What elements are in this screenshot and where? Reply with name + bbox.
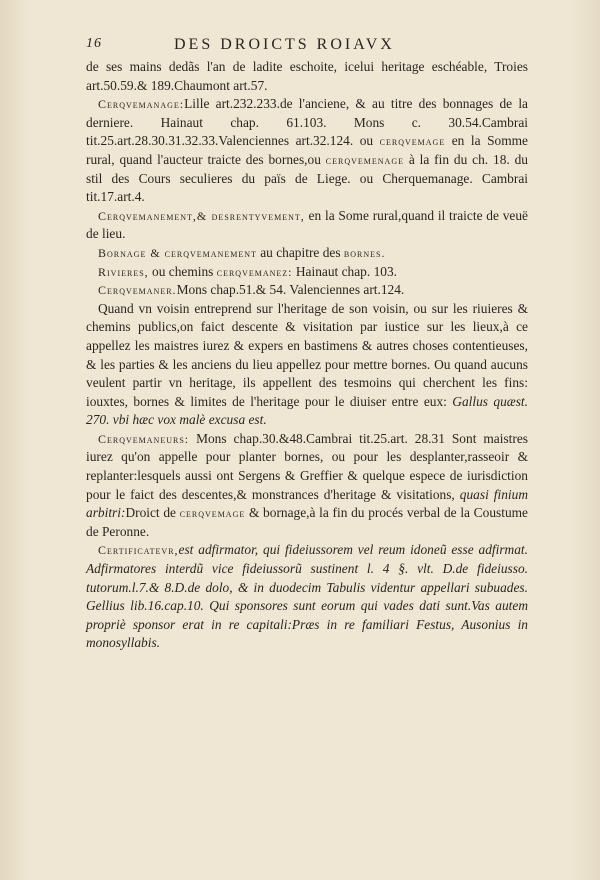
term: cerqvemage	[379, 134, 446, 149]
paragraph-6	[86, 281, 528, 300]
text: au chapitre des	[256, 244, 344, 260]
text: Lille art.232.233.de l'anciene, & au titre des bonnages de la derniere. Hainaut chap. 61.103. Mons c. 30.54.Cambrai tit.25.art.28.30.31.32.33.Valenciennes art.32.124. ou	[86, 96, 528, 149]
term: Bornage & cerqvemanement	[98, 245, 257, 260]
text: en la Somme rural, quand l'aucteur traicte des bornes,ou	[86, 133, 529, 167]
italic-latin: est adfirmator, qui fideiussorem vel reum idoneũ esse adfirmat. Adfirmatores interdũ vice fideiussorũ sustinent l. 4 §. vlt. D.de fideiusso. tutorum.l.7.& 8.D.de dolo, & in duodecim Tabulis videntur appellari subuades. Gellius lib.16.cap.10. Qui sponsores sunt eorum qui vades dati sunt.Vas autem propriè sponsor erat in re capitali:Præs in re familiari Festus, Ausonius in monosyllabis.	[86, 542, 528, 651]
paragraph-3	[86, 207, 528, 244]
text: Mons chap.30.&48.Cambrai tit.25.art. 28.31 Sont maistres iurez qu'on appelle pour planter bornes, ou pour les desplanter,rasseoir & replanter:lesquels aussi ont Sergens & Greffier & quelque espece de iurisdiction pour le faict des descentes,& monstrances d'heritage & visitations,	[86, 430, 528, 502]
paragraph-4	[86, 244, 528, 263]
paragraph-2	[86, 95, 528, 207]
paragraph-7	[86, 300, 528, 430]
italic-citation: quasi finium arbitri:	[86, 486, 528, 521]
italic-citation: Gallus quæst. 270. vbi hæc vox malè excusa est.	[86, 393, 528, 428]
paragraph-1: de ses mains dedãs l'an de ladite eschoite, icelui heritage eschéable, Troies art.50.59.& 189.Chaumont art.57.	[86, 59, 528, 93]
page-number: 16	[86, 36, 102, 51]
term: Cerqvemanement,& desrentyvement,	[98, 208, 305, 223]
paragraph-5	[86, 263, 528, 282]
text: en la Some rural,quand il traicte de veuë de lieu.	[86, 207, 528, 242]
term: Certificatevr,	[98, 543, 179, 558]
text: ou chemins	[148, 263, 217, 279]
paragraph-9	[86, 541, 528, 653]
term: Cerqvemaneurs:	[98, 431, 190, 446]
text: Droict de	[125, 505, 180, 521]
text: à la fin du ch. 18. du stil des Cours seculieres du païs de Liege. ou Cherquemanage. Cambrai tit.17.art.4.	[86, 151, 528, 205]
term: cerqvemenage	[325, 152, 404, 167]
term: Cerqvemanage:	[98, 97, 185, 112]
text: Quand vn voisin entreprend sur l'heritage de son voisin, ou sur les riuieres & chemins publics,on faict descente & visitation par iustice sur les lieux,à ce appellez les maistres iurez & expers en bastimens & autres choses contentieuses, & les parties & les anciens du lieu appellez pour mettre bornes. Ou quand aucuns veulent partir vn heritage, ils appellent des tesmoins qui cherchent les fins: iouxtes, bornes & limites de l'heritage pour le diuiser entre eux:	[86, 300, 528, 409]
running-title: DES DROICTS ROIAVX	[174, 36, 395, 53]
text: Mons chap.51.& 54. Valenciennes art.124.	[176, 282, 405, 298]
term: Cerqvemaner.	[98, 283, 177, 298]
text: & bornage,à la fin du procés verbal de la Coustume de Peronne.	[86, 505, 528, 539]
term: cerqvemage	[179, 506, 246, 521]
term: cerqvemanez:	[216, 264, 293, 279]
text-block	[86, 58, 528, 653]
text: Hainaut chap. 103.	[292, 263, 398, 279]
paragraph-8	[86, 430, 528, 542]
term: bornes.	[343, 245, 386, 260]
term: Rivieres,	[98, 264, 149, 279]
